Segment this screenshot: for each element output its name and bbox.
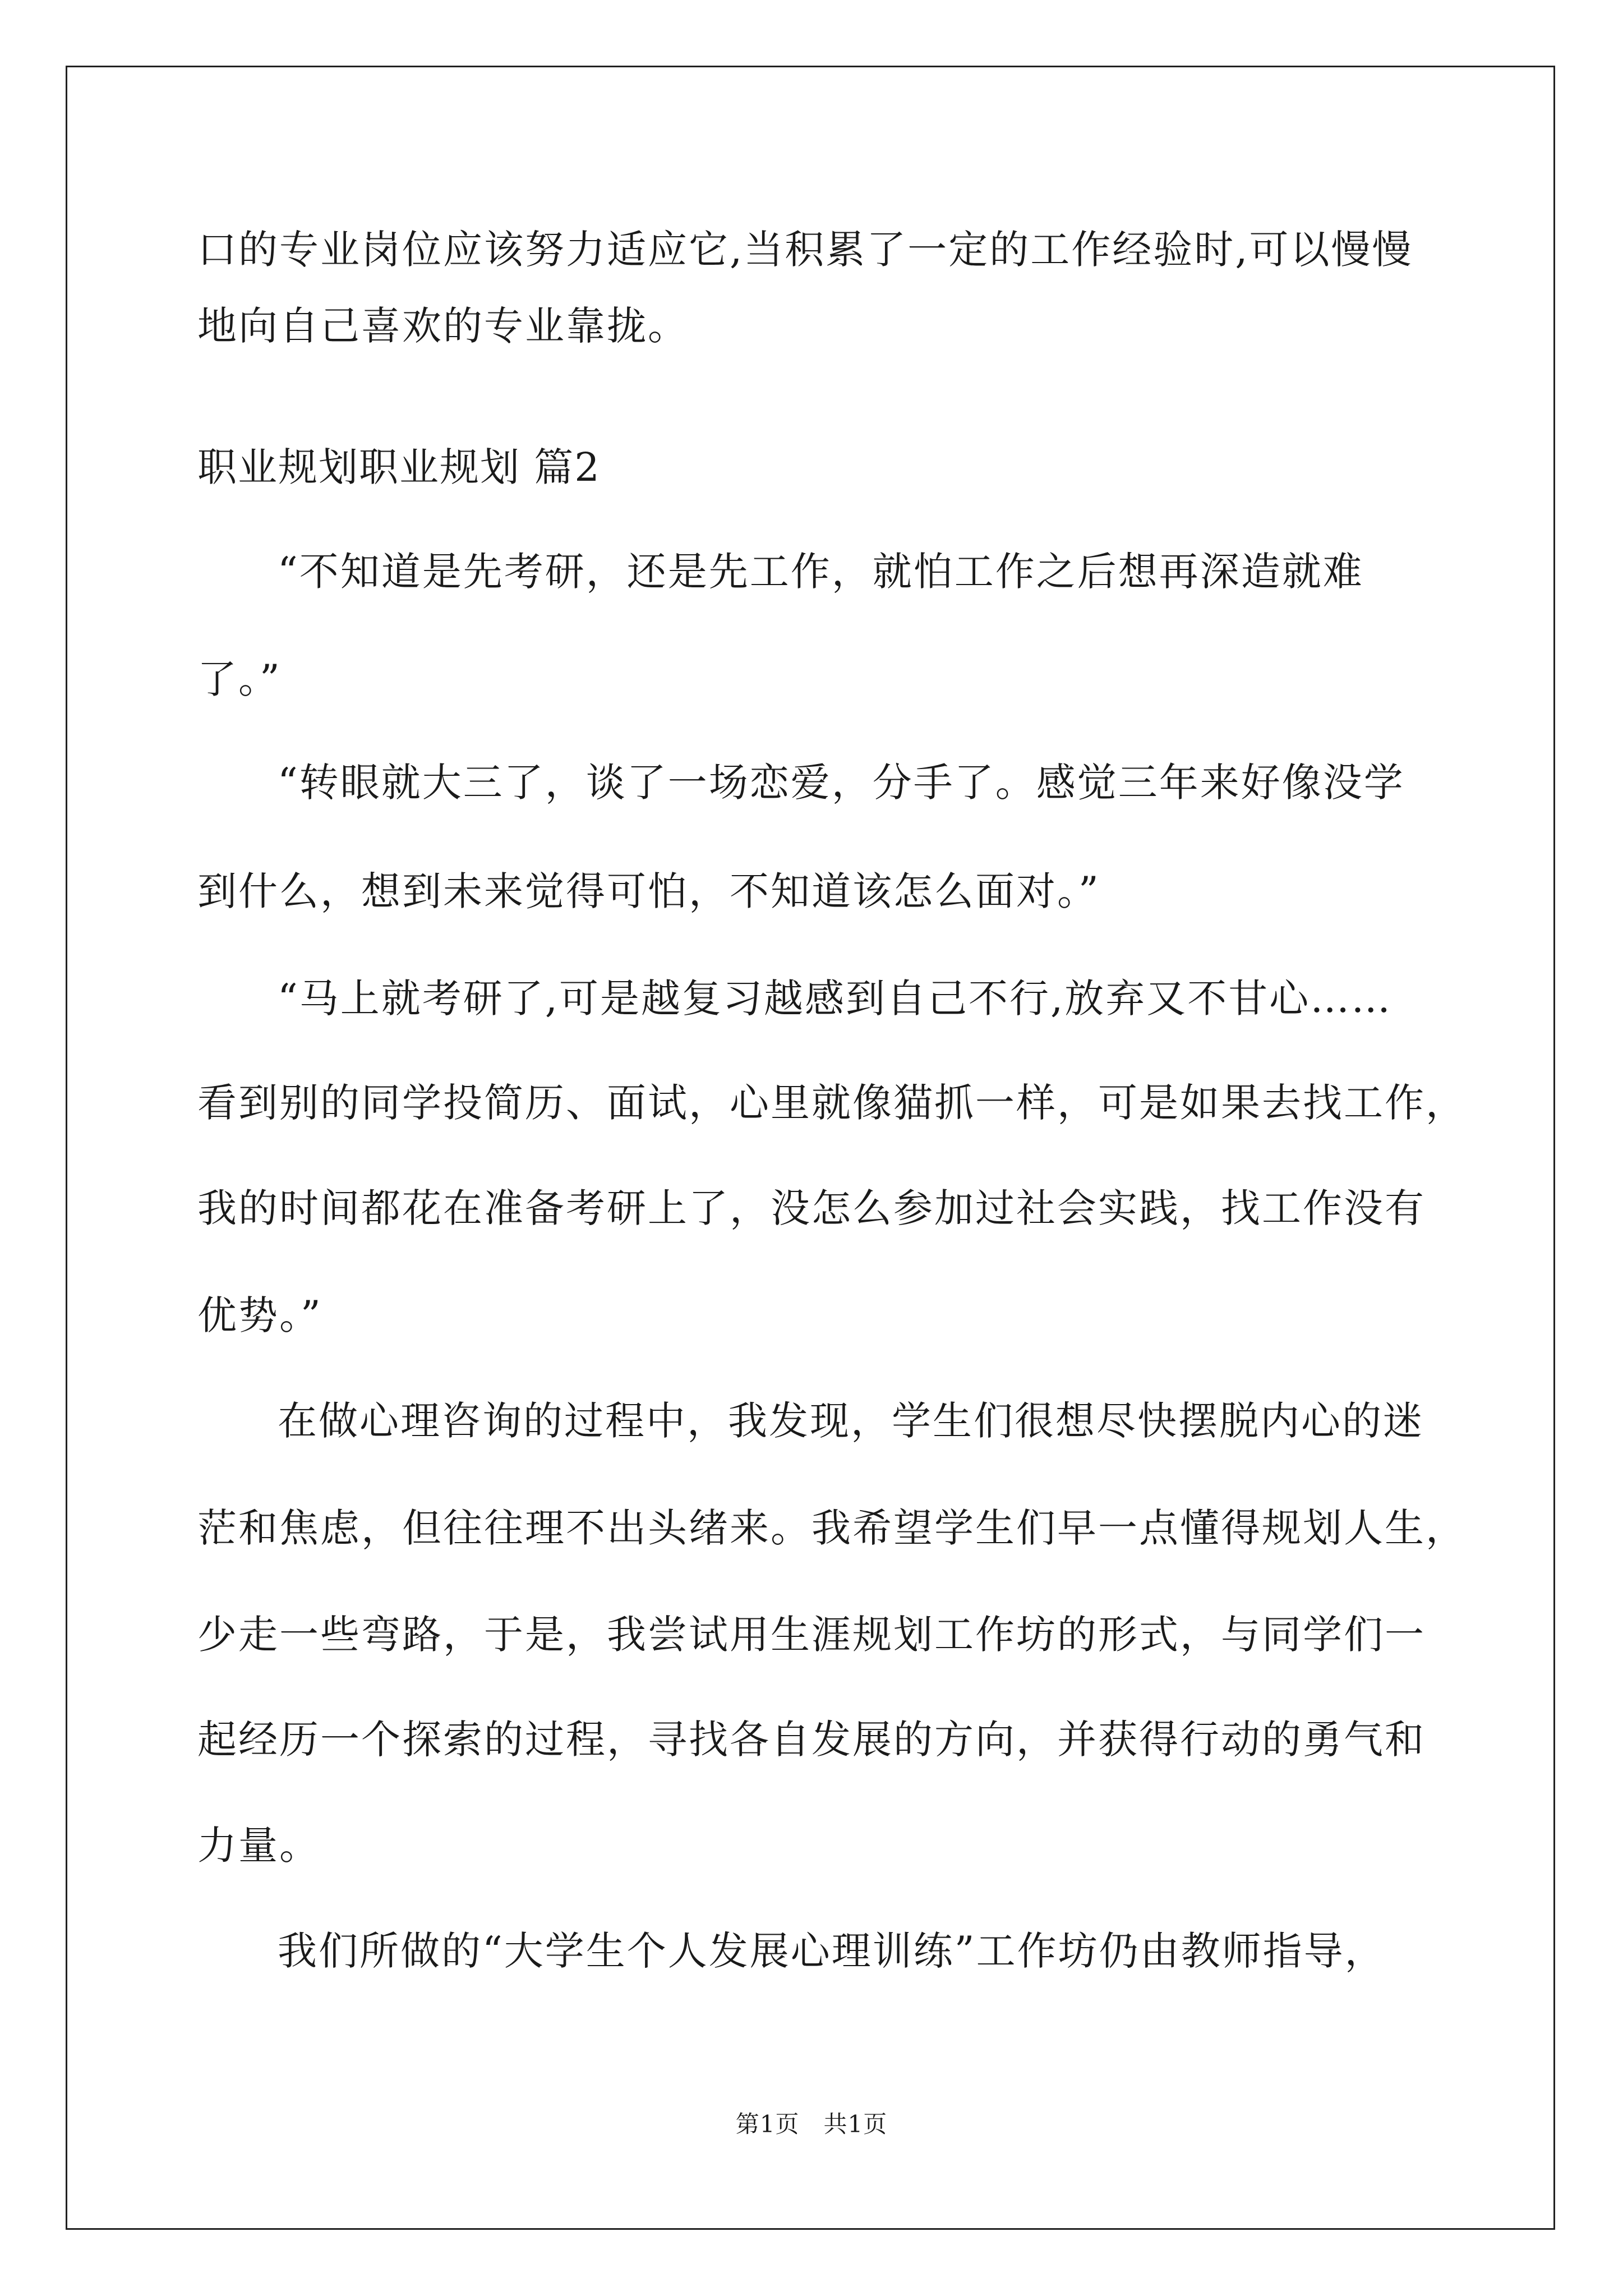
- text-line: 在做心理咨询的过程中，我发现，学生们很想尽快摆脱内心的迷: [278, 1398, 1424, 1444]
- text-line: 看到别的同学投简历、面试，心里就像猫抓一样，可是如果去找工作，: [197, 1080, 1467, 1126]
- text-line: 茫和焦虑，但往往理不出头绪来。我希望学生们早一点懂得规划人生，: [197, 1505, 1467, 1551]
- text-line: 起经历一个探索的过程，寻找各自发展的方向，并获得行动的勇气和: [197, 1717, 1426, 1763]
- text-line: 我们所做的“大学生个人发展心理训练”工作坊仍由教师指导，: [278, 1928, 1386, 1974]
- text-line: 少走一些弯路，于是，我尝试用生涯规划工作坊的形式，与同学们一: [197, 1612, 1426, 1658]
- text-line: “马上就考研了,可是越复习越感到自己不行,放弃又不甘心……: [278, 976, 1393, 1022]
- text-line: “转眼就大三了，谈了一场恋爱，分手了。感觉三年来好像没学: [278, 760, 1405, 806]
- page-footer: 第1页 共1页: [735, 2110, 888, 2138]
- text-line: “不知道是先考研，还是先工作，就怕工作之后想再深造就难: [278, 549, 1364, 595]
- text-line: 我的时间都花在准备考研上了，没怎么参加过社会实践，找工作没有: [197, 1185, 1426, 1231]
- text-line: 了。”: [197, 656, 282, 702]
- text-line: 到什么，想到未来觉得可怕，不知道该怎么面对。”: [197, 868, 1100, 914]
- text-line: 地向自己喜欢的专业靠拢。: [197, 303, 689, 349]
- text-line: 力量。: [197, 1823, 320, 1869]
- text-line: 优势。”: [197, 1292, 322, 1338]
- text-line: 口的专业岗位应该努力适应它,当积累了一定的工作经验时,可以慢慢: [197, 227, 1413, 273]
- section-heading: 职业规划职业规划 篇2: [197, 444, 601, 490]
- page-border: [66, 66, 1555, 2230]
